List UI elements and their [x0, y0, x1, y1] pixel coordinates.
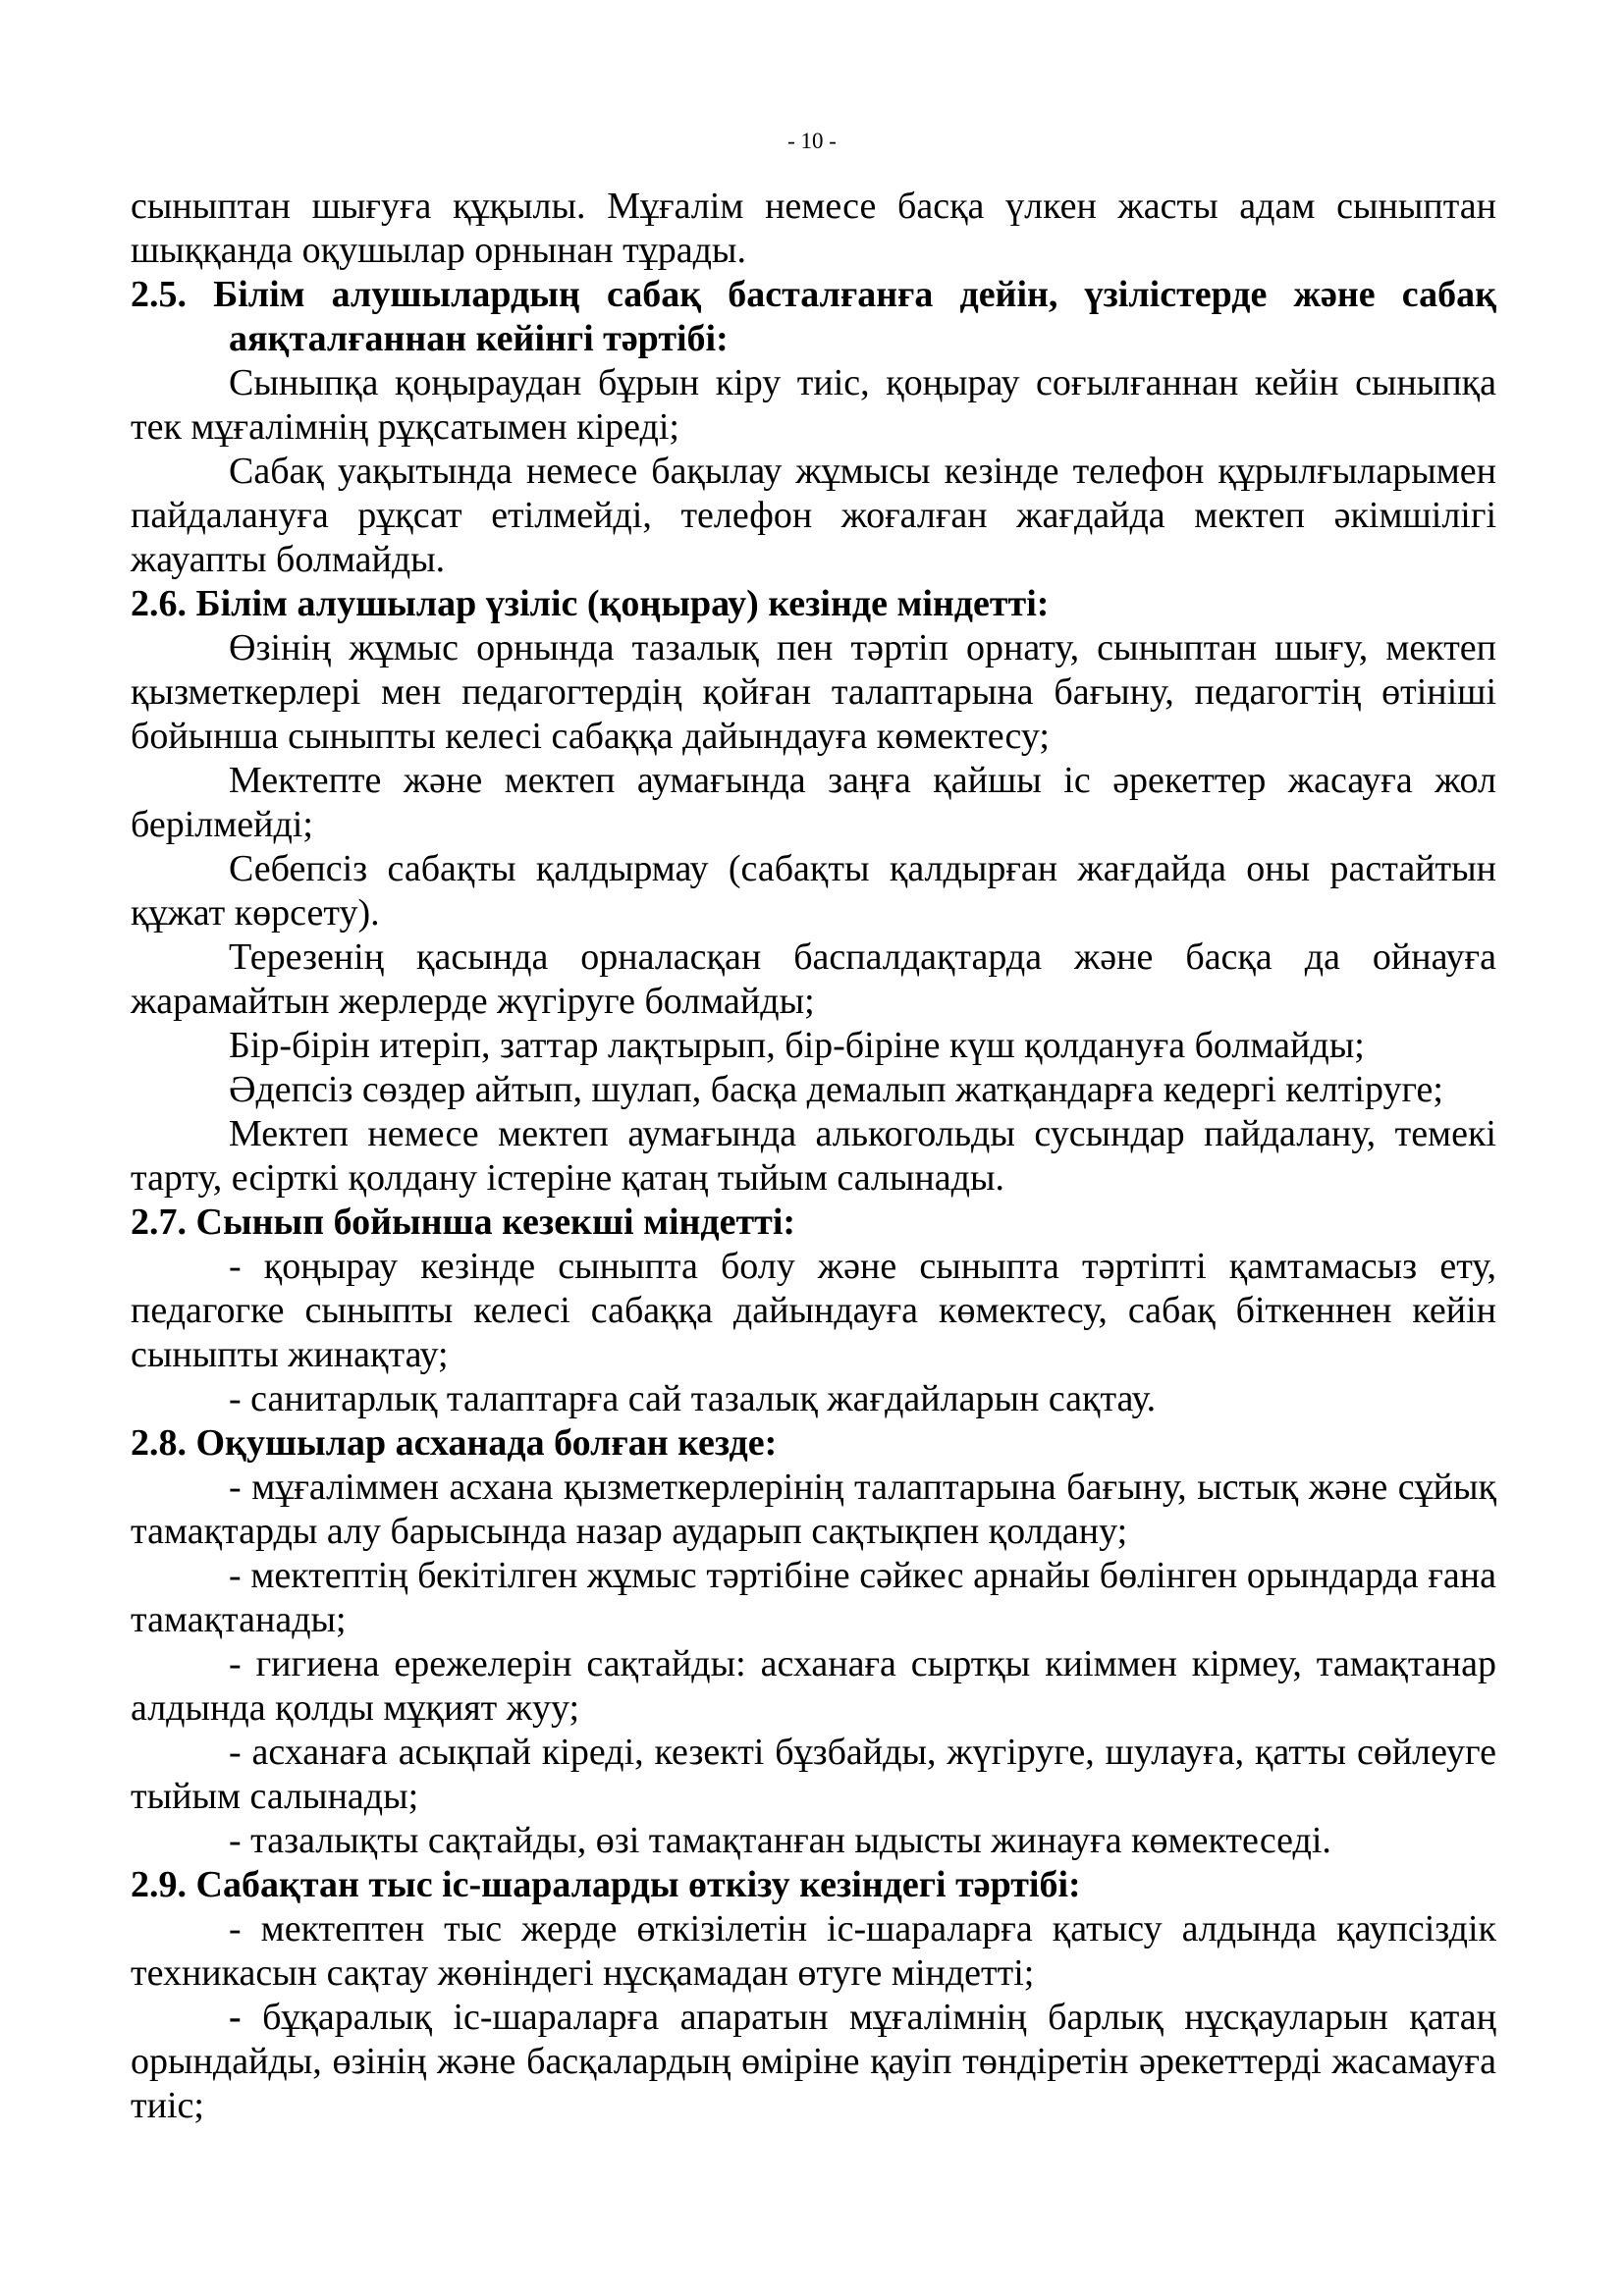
paragraph: - мектептен тыс жерде өткізілетін іс-шараларға қатысу алдында қаупсіздік техникасын сақтау жөніндегі нұсқамадан өтуге міндетті; — [131, 1908, 1496, 1994]
page-number: - 10 - — [787, 129, 837, 153]
paragraph: Сыныпқа қоңыраудан бұрын кіру тиіс, қоңырау соғылғаннан кейін сыныпқа тек мұғалімнің рұқсатымен кіреді; — [131, 362, 1496, 448]
paragraph: - асханаға асықпай кіреді, кезекті бұзбайды, жүгіруге, шулауға, қатты сөйлеуге тыйым салынады; — [131, 1732, 1496, 1817]
document-body — [131, 185, 1496, 2128]
paragraph: Әдепсіз сөздер айтып, шулап, басқа демалып жатқандарға кедергі келтіруге; — [229, 1069, 1443, 1110]
paragraph: Мектепте және мектеп аумағында заңға қайшы іс әрекеттер жасауға жол берілмейді; — [131, 760, 1496, 845]
paragraph: Себепсіз сабақты қалдырмау (сабақты қалдырған жағдайда оны растайтын құжат көрсету). — [131, 848, 1496, 934]
paragraph: - бұқаралық іс-шараларға апаратын мұғалімнің барлық нұсқауларын қатаң орындайды, өзінің және басқалардың өміріне қауіп төндіретін әрекеттерді жасамауға тиіс; — [131, 1997, 1496, 2126]
paragraph: Сабақ уақытында немесе бақылау жұмысы кезінде телефон құрылғыларымен пайдалануға рұқсат етілмейді, телефон жоғалған жағдайда мектеп әкімшілігі жауапты болмайды. — [131, 451, 1496, 580]
paragraph: - санитарлық талаптарға сай тазалық жағдайларын сақтау. — [229, 1378, 1157, 1419]
paragraph: Терезенің қасында орналасқан баспалдақтарда және басқа да ойнауға жарамайтын жерлерде жүгіруге болмайды; — [131, 936, 1496, 1022]
paragraph: - гигиена ережелерін сақтайды: асханаға сыртқы киіммен кірмеу, тамақтанар алдында қолды мұқият жуу; — [131, 1643, 1496, 1729]
bold-dash: - — [229, 1997, 242, 2038]
section-heading: 2.9. Сабақтан тыс іс-шараларды өткізу кезіндегі тәртібі: — [131, 1864, 1081, 1905]
paragraph: сыныптан шығуға құқылы. Мұғалім немесе басқа үлкен жасты адам сыныптан шыққанда оқушылар орнынан тұрады. — [131, 186, 1496, 271]
paragraph: Мектеп немесе мектеп аумағында алькогольды сусындар пайдалану, темекі тарту, есірткі қолдану істеріне қатаң тыйым салынады. — [131, 1113, 1496, 1199]
paragraph: - тазалықты сақтайды, өзі тамақтанған ыдысты жинауға көмектеседі. — [229, 1820, 1331, 1861]
section-heading: 2.8. Оқушылар асханада болған кезде: — [131, 1422, 778, 1464]
paragraph: - мұғаліммен асхана қызметкерлерінің талаптарына бағыну, ыстық және сұйық тамақтарды алу барысында назар аударып сақтықпен қолдану; — [131, 1467, 1496, 1552]
paragraph: Өзінің жұмыс орнында тазалық пен тәртіп орнату, сыныптан шығу, мектеп қызметкерлері мен педагогтердің қойған талаптарына бағыну, педагогтің өтініші бойынша сыныпты келесі сабаққа дайындауға көмектесу; — [131, 627, 1496, 757]
paragraph: Бір-бірін итеріп, заттар лақтырып, бір-біріне күш қолдануға болмайды; — [229, 1025, 1365, 1066]
section-heading: 2.6. Білім алушылар үзіліс (қоңырау) кезінде міндетті: — [131, 583, 1050, 624]
section-heading: 2.5. Білім алушылардың сабақ басталғанға дейін, үзілістерде және сабақ аяқталғаннан кейінгі тәртібі: — [131, 274, 1496, 359]
section-heading: 2.7. Сынып бойынша кезекші міндетті: — [131, 1201, 796, 1243]
paragraph: - қоңырау кезінде сыныпта болу және сыныпта тәртіпті қамтамасыз ету, педагогке сыныпты келесі сабаққа дайындауға көмектесу, сабақ біткеннен кейін сыныпты жинақтау; — [131, 1246, 1496, 1375]
paragraph: - мектептің бекітілген жұмыс тәртібіне сәйкес арнайы бөлінген орындарда ғана тамақтанады; — [131, 1555, 1496, 1640]
